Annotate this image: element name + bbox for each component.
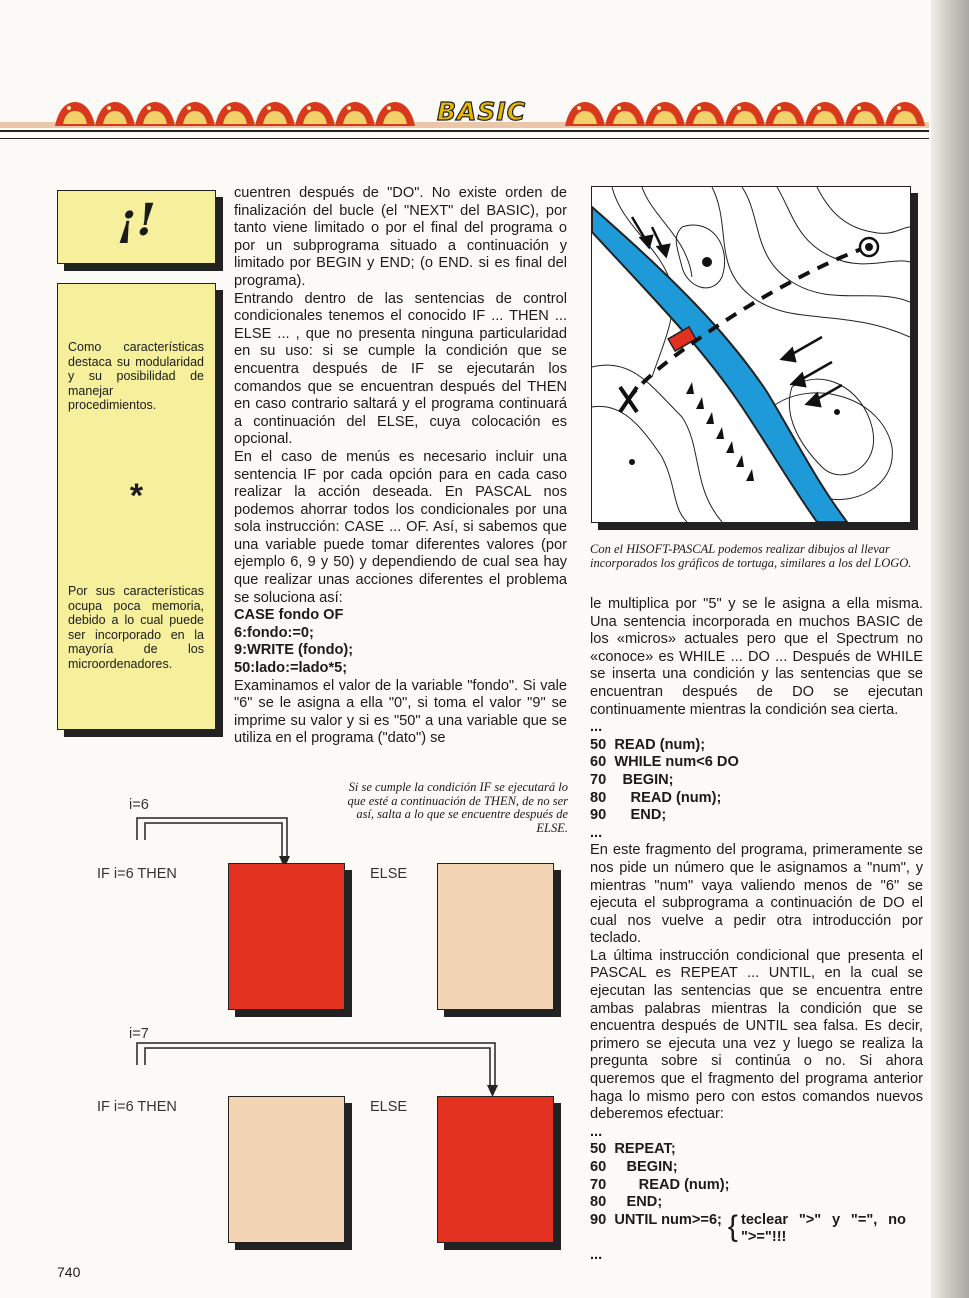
sidebar-text-features: Como características destaca su modularidad y su posibilidad de manejar procedimientos.: [68, 340, 204, 412]
else-block-inactive: [437, 863, 554, 1010]
else-label: ELSE: [370, 866, 408, 882]
sidebar-text-memory: Por sus características ocupa poca memoria, debido a lo cual puede ser incorporado en la mayoría de los microordenadores.: [68, 584, 204, 671]
hump-ornament: [565, 100, 605, 126]
hump-ornament: [645, 100, 685, 126]
paragraph: cuentren después de "DO". No existe orden de finalización del bucle (el "NEXT" del BASIC), por tanto viene limitado o por el final del programa o por un subprograma situado a continuación y limitado por BEGIN y END; (o END. si es final del programa).: [234, 185, 567, 289]
header-rule: [0, 130, 929, 132]
code-line: 80 READ (num);: [590, 789, 722, 806]
paragraph: Entrando dentro de las sentencias de control condicionales tenemos el conocido IF ... THEN ... ELSE ... , que no presenta ninguna particularidad en su uso: si se cumple la condición que se encuentra después de IF se ejecutarán los comandos que se encuentran después del THEN en caso contrario saltará y el programa continuará a continuación del ELSE, cuya colocación es opcional.: [234, 290, 567, 448]
hump-ornament: [805, 100, 845, 126]
then-block-inactive: [228, 1096, 345, 1243]
basic-logo: BASIC: [437, 97, 527, 126]
map-caption: Con el HISOFT-PASCAL podemos realizar dibujos al llevar incorporados los gráficos de tortuga, similares a los del LOGO.: [590, 542, 912, 570]
hump-ornament: [605, 100, 645, 126]
hump-ornament: [765, 100, 805, 126]
until-line: [590, 1209, 923, 1247]
code-line: CASE fondo OF: [234, 607, 344, 624]
code-line: ...: [590, 719, 603, 736]
article-column-2: [590, 596, 923, 1265]
variable-label: i=7: [129, 1026, 149, 1042]
code-line: 50 REPEAT;: [590, 1141, 676, 1158]
header-rule-thin: [0, 138, 929, 139]
hump-ornament: [215, 100, 255, 126]
exclamation-mark: ¡!: [117, 195, 156, 246]
paragraph: le multiplica por "5" y se le asigna a ella misma. Una sentencia incorporada en muchos BASIC de los «micros» actuales pero que el Spectrum no «conoce» es WHILE ... DO ... Después de WHILE se inserta una condición y las sentencias que se encuentran después de DO se ejecutan continuamente mientras la condición sea cierta.: [590, 596, 923, 718]
paragraph: Examinamos el valor de la variable "fondo". Si vale "6" se le asigna a ella "0", si toma el valor "9" se imprime su valor y si es "50" a una variable que se utiliza en el programa ("dato") se: [234, 677, 567, 747]
hump-ornament: [845, 100, 885, 126]
brace: {: [727, 1209, 738, 1243]
hump-ornament: [255, 100, 295, 126]
if-then-label: IF i=6 THEN: [97, 1099, 177, 1115]
hump-ornament: [95, 100, 135, 126]
hump-ornament: [295, 100, 335, 126]
code-line: ...: [590, 1123, 603, 1140]
code-line: ...: [590, 824, 603, 841]
code-line: 6:fondo:=0;: [234, 624, 314, 641]
code-line: 50:lado:=lado*5;: [234, 660, 348, 677]
adjacent-page-edge: [931, 0, 969, 1298]
hump-ornament: [55, 100, 95, 126]
code-line: 90 END;: [590, 807, 667, 824]
then-block-active: [228, 863, 345, 1010]
code-note: teclear ">" y "=", no ">="!!!: [740, 1211, 906, 1246]
flowchart-caption: Si se cumple la condición IF se ejecutará lo que esté a continuación de THEN, de no ser así, salta a lo que se encuentre después de ELSE.: [347, 780, 568, 835]
hump-ornament: [685, 100, 725, 126]
paragraph: En este fragmento del programa, primeramente se nos pide un número que le asignamos a "num", y mientras "num" vaya valiendo menos de "6" se ejecuta el subprograma a continuación de DO el cual nos vuelve a pedir otra introducción por teclado.: [590, 842, 923, 947]
exclamation-box: [57, 190, 216, 264]
hump-ornament: [175, 100, 215, 126]
code-line: 90 UNTIL num>=6;: [590, 1211, 722, 1228]
hump-ornament: [335, 100, 375, 126]
if-then-label: IF i=6 THEN: [97, 866, 177, 882]
hump-ornament: [725, 100, 765, 126]
code-line: 9:WRITE (fondo);: [234, 642, 354, 659]
page-number: 740: [57, 1264, 81, 1280]
code-line: 70 BEGIN;: [590, 771, 674, 788]
else-block-active: [437, 1096, 554, 1243]
hump-ornament: [885, 100, 925, 126]
turtle-graphics-map: [591, 186, 911, 523]
code-line: 60 WHILE num<6 DO: [590, 754, 739, 771]
code-line: 60 BEGIN;: [590, 1159, 678, 1175]
code-line: 50 READ (num);: [590, 736, 706, 753]
code-line: ...: [590, 1246, 603, 1263]
article-column-1: [234, 185, 567, 748]
else-label: ELSE: [370, 1099, 408, 1115]
hump-ornament: [375, 100, 415, 126]
hump-ornament: [135, 100, 175, 126]
variable-label: i=6: [129, 797, 149, 813]
paragraph: En el caso de menús es necesario incluir una sentencia IF por cada opción para en cada caso realizar la acción deseada. En PASCAL nos podemos ahorrar todos los condicionales por una sola instrucción: CASE ... OF. Así, si sabemos que una variable puede tomar diferentes valores (por ejemplo 6, 9 y 50) y dependiendo de cual sea hay que realizar unas acciones diferentes el problema se soluciona así:: [234, 448, 567, 606]
code-line: 70 READ (num);: [590, 1176, 730, 1193]
info-sidebar: [57, 283, 216, 730]
asterisk-icon: *: [129, 477, 144, 515]
contour-map-drawing: [592, 187, 910, 522]
paragraph: La última instrucción condicional que presenta el PASCAL es REPEAT ... UNTIL, en la cual se ejecutan las sentencias que se encuentra entre ambas palabras mientras la condición que se encuentra después de UNTIL sea falsa. Es decir, primero se ejecuta una vez y luego se realiza la pregunta sobre si continúa o no. Si ahora queremos que el fragmento del programa anterior haga lo mismo pero con estos comandos nuevos deberemos efectuar:: [590, 947, 923, 1123]
code-line: 80 END;: [590, 1194, 663, 1211]
